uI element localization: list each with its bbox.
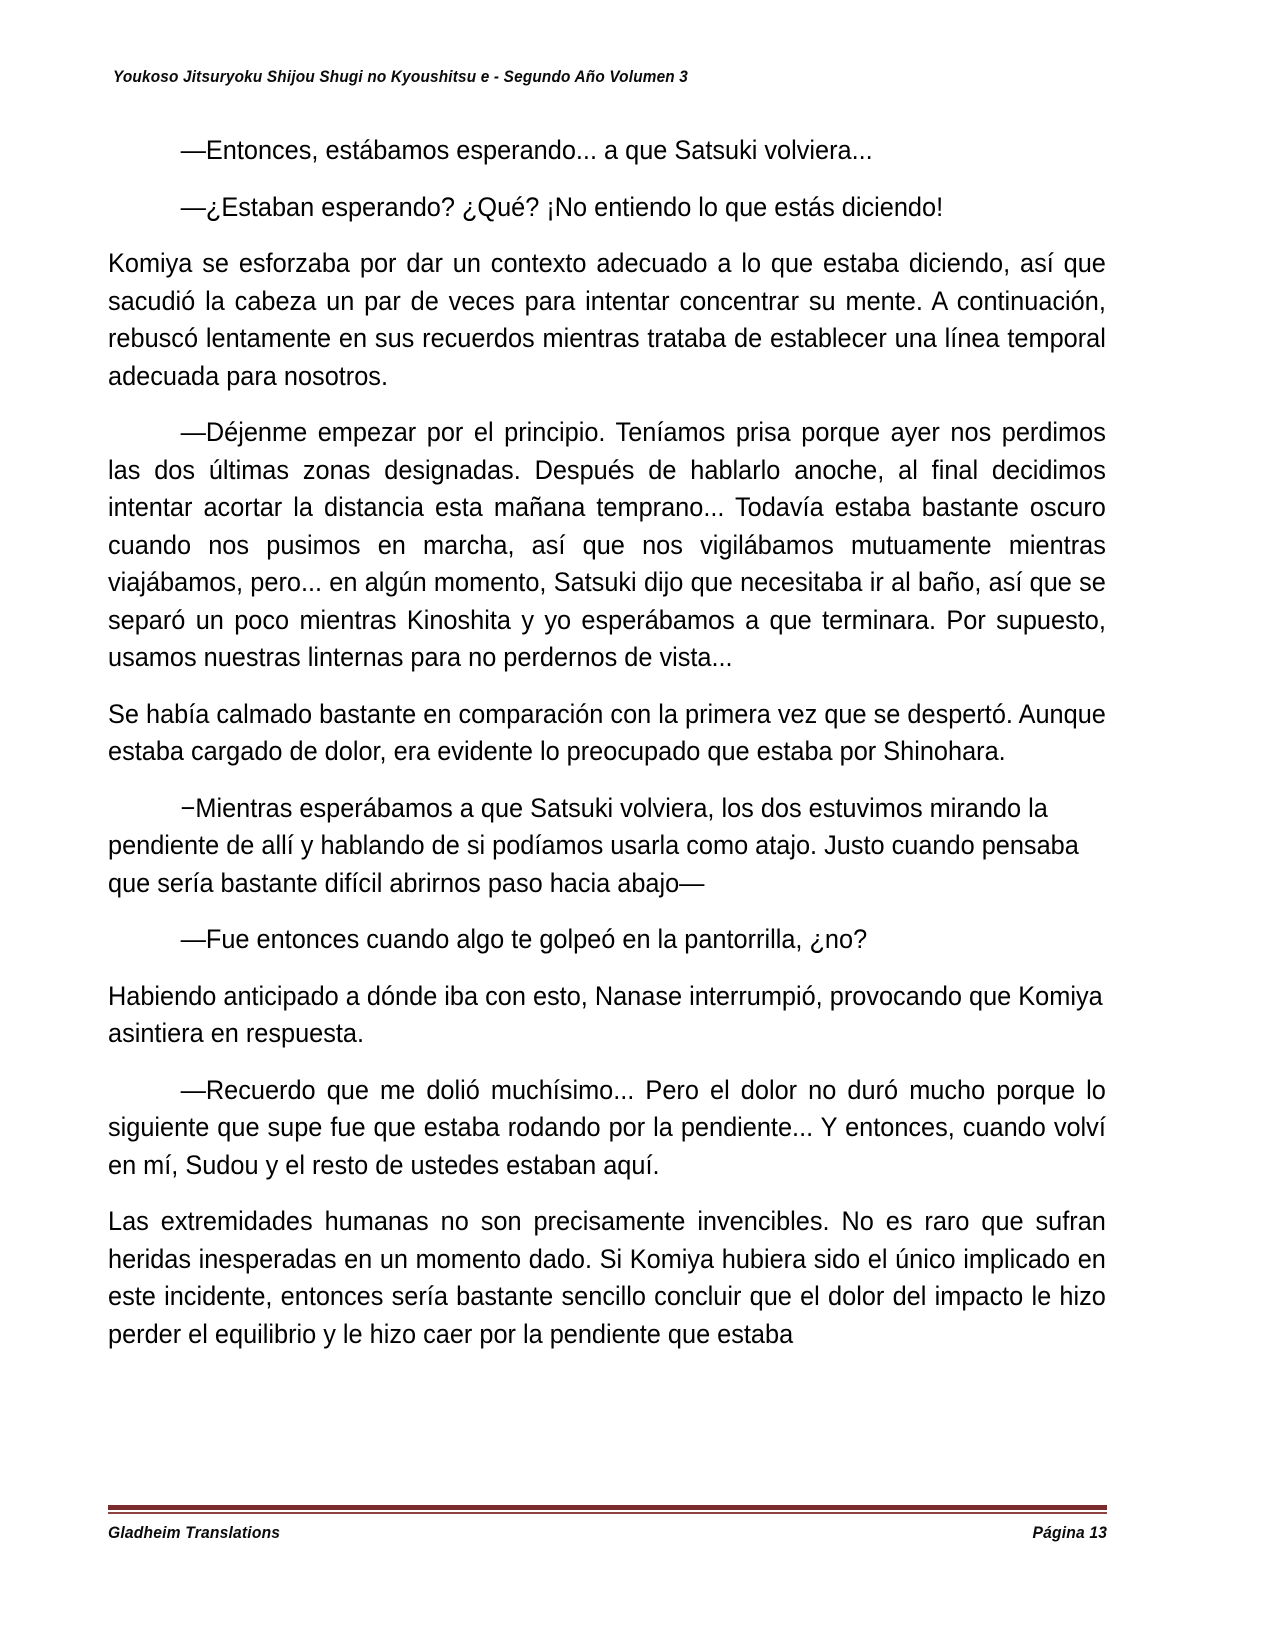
page-body: [108, 132, 1106, 1353]
page-footer: [108, 1505, 1107, 1543]
paragraph-narration: Komiya se esforzaba por dar un contexto adecuado a lo que estaba diciendo, así que sacudió la cabeza un par de veces para intentar concentrar su mente. A continuación, rebuscó lentamente en sus recuerdos mientras trataba de establecer una línea temporal adecuada para nosotros.: [108, 248, 1106, 391]
footer-page-number: Página 13: [1032, 1523, 1107, 1542]
paragraph-dialogue: —Recuerdo que me dolió muchísimo... Pero el dolor no duró mucho porque lo siguiente que supe fue que estaba rodando por la pendiente... Y entonces, cuando volví en mí, Sudou y el resto de ustedes estaban aquí.: [108, 1074, 1106, 1180]
paragraph-dialogue: —¿Estaban esperando? ¿Qué? ¡No entiendo lo que estás diciendo!: [180, 191, 944, 222]
paragraph-narration: Habiendo anticipado a dónde iba con esto, Nanase interrumpió, provocando que Komiya asintiera en respuesta.: [108, 980, 1103, 1048]
footer-translator-credit: Gladheim Translations: [108, 1523, 281, 1542]
footer-rule-thick: [108, 1505, 1107, 1510]
page-header: [113, 68, 1113, 96]
paragraph-narration: Se había calmado bastante en comparación con la primera vez que se despertó. Aunque estaba cargado de dolor, era evidente lo preocupado que estaba por Shinohara.: [108, 698, 1106, 766]
paragraph-dialogue: —Entonces, estábamos esperando... a que Satsuki volviera...: [180, 135, 873, 165]
paragraph-dialogue: —Fue entonces cuando algo te golpeó en la pantorrilla, ¿no?: [180, 924, 868, 954]
paragraph-narration: Las extremidades humanas no son precisamente invencibles. No es raro que sufran heridas inesperadas en un momento dado. Si Komiya hubiera sido el único implicado en este incidente, entonces sería bastante sencillo concluir que el dolor del impacto le hizo perder el equilibrio y le hizo caer por la pendiente que estaba: [108, 1206, 1106, 1349]
header-title: Youkoso Jitsuryoku Shijou Shugi no Kyoushitsu e - Segundo Año Volumen 3: [113, 68, 689, 86]
paragraph-dialogue: −Mientras esperábamos a que Satsuki volviera, los dos estuvimos mirando la pendiente de allí y hablando de si podíamos usarla como atajo. Justo cuando pensaba que sería bastante difícil abrirnos paso hacia abajo—: [108, 792, 1079, 898]
footer-divider-rule: [108, 1505, 1107, 1514]
footer-rule-thin: [108, 1512, 1107, 1514]
paragraph-dialogue: —Déjenme empezar por el principio. Teníamos prisa porque ayer nos perdimos las dos últimas zonas designadas. Después de hablarlo anoche, al final decidimos intentar acortar la distancia esta mañana temprano... Todavía estaba bastante oscuro cuando nos pusimos en marcha, así que nos vigilábamos mutuamente mientras viajábamos, pero... en algún momento, Satsuki dijo que necesitaba ir al baño, así que se separó un poco mientras Kinoshita y yo esperábamos a que terminara. Por supuesto, usamos nuestras linternas para no perdernos de vista...: [108, 417, 1106, 672]
footer-row: [108, 1523, 1107, 1543]
